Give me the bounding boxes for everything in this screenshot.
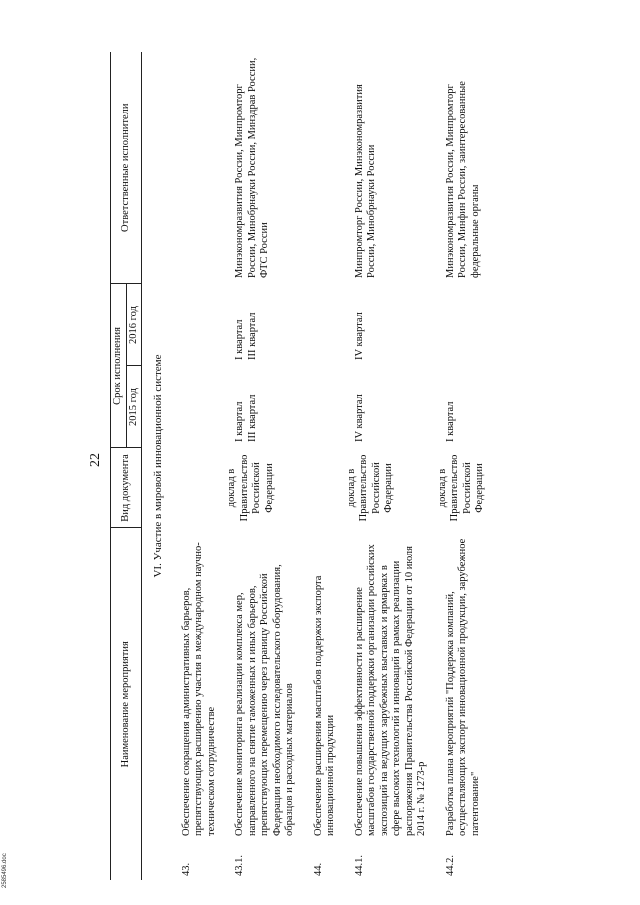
table-row [226,52,305,880]
responsible-executors: Минпромторг России, Минэкономразвития России, Минобрнауки России [353,84,377,278]
measure-text: Обеспечение повышения эффективности и расширение масштабов государственной поддержки организации российских экспозиций на ведущих зарубежных выставках и ярмарках в сфере высоких технологий и инноваций в рамках реализации распоряжения Правительства Российской Федерации от 10 июля 2014 г. № 1273-р [353,544,427,836]
term-2016 [305,284,346,366]
responsible-executors: Минэкономразвития России, Минпромторг России, Минфин России, заинтересованные федеральные органы [444,81,481,278]
measure-text: Разработка плана мероприятий "Поддержка компаний, осуществляющих экспорт инновационной продукции, зарубежное патентование" [444,538,481,836]
measure-number: 44.2. [444,855,456,876]
measure-text: Обеспечение мониторинга реализации комплекса мер, направленного на снятие таможенных и иных барьеров, препятствующих перемещению через границу Российской Федерации необходимого исследовательского оборудования, образцов и расходных материалов [234,564,295,836]
responsible-executors: Минэкономразвития России, Минпромторг России, Минобрнауки России, Минздрав России, ФТС России [234,57,270,278]
header-doc-type: Вид документа [111,448,142,528]
responsible-executors [173,52,227,284]
term-2015 [173,366,227,448]
responsible-executors [305,52,346,284]
section-title: VI. Участие в мировой инновационной системе [152,354,164,578]
measures-table [110,52,490,880]
measure-number: 44.1. [353,855,365,876]
header-year-2016: 2016 год [127,284,142,366]
measure-cell [346,528,437,880]
term-2016: I квартал III квартал [234,312,258,360]
measure-number: 43. [180,862,192,876]
file-name: 2585496.doc [2,853,8,888]
term-2015: I квартал III квартал [234,394,258,442]
term-2016 [437,284,491,366]
term-2015: I квартал [444,401,456,442]
document-type [305,448,346,528]
measure-cell [173,528,227,880]
document-type: доклад в Правительство Российской Федерации [226,454,275,522]
term-2016: IV квартал [353,312,365,360]
measure-number: 44. [312,862,324,876]
header-name: Наименование мероприятия [111,528,142,880]
header-year-2015: 2015 год [127,366,142,448]
document-type [173,448,227,528]
table-row [346,52,437,880]
measure-text: Обеспечение расширения масштабов поддержки экспорта инновационной продукции [312,575,336,836]
rotated-document-page [88,40,640,880]
page-number: 22 [88,453,103,467]
measure-text: Обеспечение сокращения административных барьеров, препятствующих расширению участия в международном научно-техническом сотрудничестве [180,542,217,836]
document-type: доклад в Правительство Российской Федерации [436,454,485,522]
document-type: доклад в Правительство Российской Федерации [345,454,394,522]
measure-number: 43.1. [234,855,245,876]
term-2015 [305,366,346,448]
measure-cell [305,528,346,880]
term-2015: IV квартал [353,394,365,442]
header-term: Срок исполнения [111,284,127,448]
table-row [305,52,346,880]
term-2016 [173,284,227,366]
measure-cell [226,528,305,880]
table-row [173,52,227,880]
table-row [437,52,491,880]
measure-cell [437,528,491,880]
header-responsible: Ответственные исполнители [111,52,142,284]
